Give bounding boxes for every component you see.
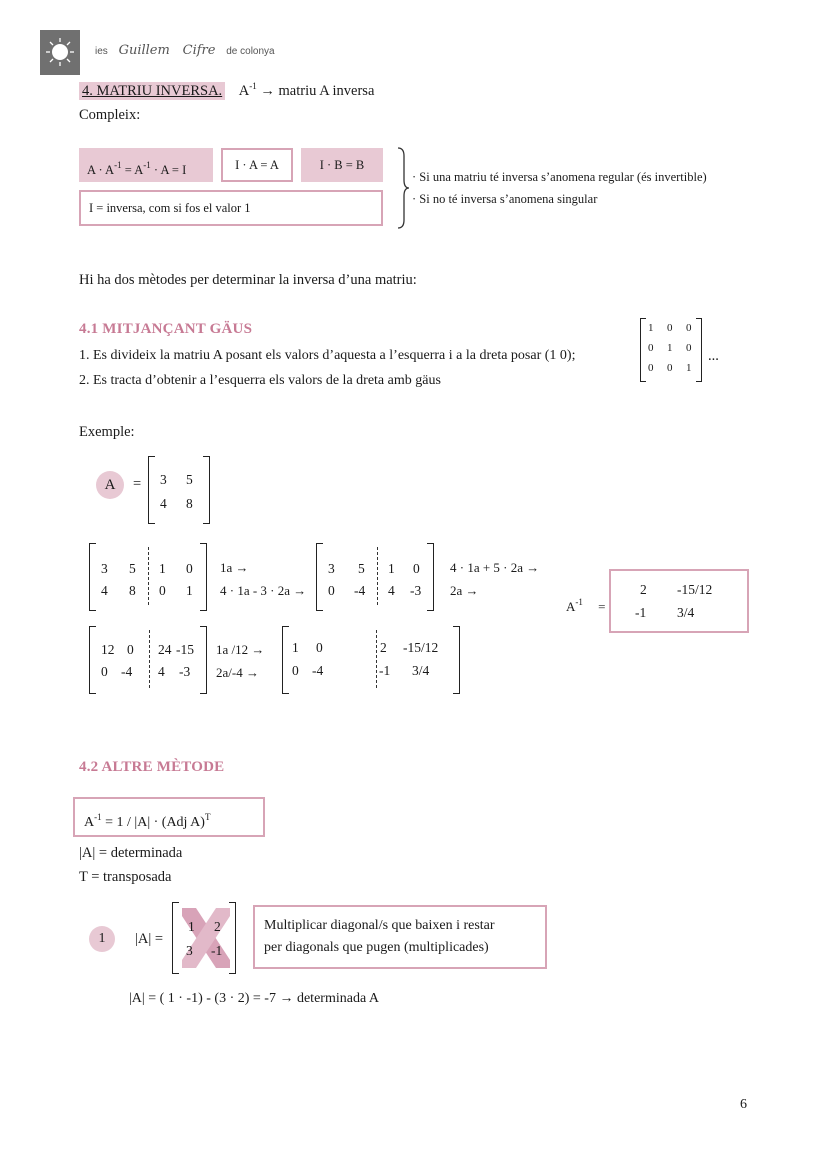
row-op-1b: 4 · 1a - 3 · 2a → <box>220 583 307 598</box>
gauss-step1: 1. Es divideix la matriu A posant els valors d’aquesta a l’esquerra i a la dreta posar (1 0); <box>79 348 576 363</box>
aug1-cell: 0 <box>159 583 166 598</box>
aug2-cell: 4 <box>388 583 395 598</box>
header-suffix: de colonya <box>226 46 275 57</box>
matrix-a-cell: 3 <box>160 472 167 487</box>
box1-part-b: = A <box>121 163 144 177</box>
aug1-cell: 5 <box>129 561 136 576</box>
aug3-cell: 24 <box>158 642 172 657</box>
augmented-matrix-3 <box>89 626 207 694</box>
header-name2: Cifre <box>182 43 216 58</box>
methods-intro: Hi ha dos mètodes per determinar la inversa d’una matriu: <box>79 272 417 288</box>
identity-cell: 0 <box>648 342 654 354</box>
school-header <box>95 43 275 58</box>
note-regular: · Si una matriu té inversa s’anomena regular (és invertible) <box>412 170 707 184</box>
inverse-sup: -1 <box>575 597 583 607</box>
transpose-definition: T = transposada <box>79 869 172 885</box>
aug3-cell: 0 <box>101 664 108 679</box>
det-hint-line1: Multiplicar diagonal/s que baixen i restar <box>264 918 495 933</box>
box1-part-c: · A = I <box>150 163 187 177</box>
sun-logo-icon <box>40 30 80 75</box>
aug3-cell: 12 <box>101 642 115 657</box>
formula-sup: -1 <box>94 812 102 822</box>
det-result: |A| = ( 1 · -1) - (3 · 2) = -7 → determinada A <box>129 991 379 1006</box>
aug3-cell: -4 <box>121 664 133 679</box>
identity-cell: 1 <box>667 342 673 354</box>
school-logo <box>40 30 80 75</box>
box1-sup-a: -1 <box>114 160 122 170</box>
header-name1: Guillem <box>118 43 170 58</box>
identity-cell: 1 <box>648 322 654 334</box>
box1-part-a: A · A <box>87 163 115 177</box>
formula-a: A <box>84 815 95 830</box>
aug4-cell: 0 <box>316 640 323 655</box>
inverse-cell: -1 <box>635 605 647 620</box>
aug2-cell: 0 <box>413 561 420 576</box>
aug1-cell: 8 <box>129 583 136 598</box>
inverse-cell: 2 <box>640 582 647 597</box>
aug2-cell: 3 <box>328 561 335 576</box>
box1-sup-b: -1 <box>143 160 151 170</box>
aug4-cell: -1 <box>379 663 391 678</box>
aug4-cell: 3/4 <box>412 663 430 678</box>
aug1-cell: 0 <box>186 561 193 576</box>
section4-desc: → matriu A inversa <box>260 83 375 99</box>
aug2-cell: -3 <box>410 583 422 598</box>
property-box-identity-b: I · B = B <box>301 148 383 182</box>
aug1-cell: 1 <box>186 583 193 598</box>
row-op-3b: 2a/-4 → <box>216 665 259 680</box>
matrix-a-label: A <box>96 471 124 499</box>
det-cell: 1 <box>188 919 195 934</box>
identity-cell: 0 <box>686 342 692 354</box>
aug4-cell: 0 <box>292 663 299 678</box>
row-op-3a: 1a /12 → <box>216 642 265 657</box>
aug4-cell: -4 <box>312 663 324 678</box>
aug1-cell: 4 <box>101 583 108 598</box>
aug2-cell: -4 <box>354 583 366 598</box>
aug3-cell: -15 <box>176 642 194 657</box>
section42-title: 4.2 ALTRE MÈTODE <box>79 759 225 775</box>
section4-title-line <box>79 81 374 100</box>
diagonal-highlight-icon <box>172 902 236 974</box>
augmented-matrix-4 <box>282 626 460 694</box>
formula-b: = 1 / |A| · (Adj A) <box>101 815 205 830</box>
aug3-cell: -3 <box>179 664 191 679</box>
note-singular: · Si no té inversa s’anomena singular <box>412 192 598 206</box>
identity-cell: 0 <box>686 322 692 334</box>
section41-title: 4.1 MITJANÇANT GÄUS <box>79 321 253 337</box>
inverse-formula-box <box>73 797 265 837</box>
aug1-cell: 3 <box>101 561 108 576</box>
curly-brace-icon <box>396 146 410 230</box>
aug4-cell: 2 <box>380 640 387 655</box>
compleix-label: Compleix: <box>79 107 141 123</box>
inverse-result-box <box>609 569 749 633</box>
section4-title: 4. MATRIU INVERSA. <box>79 82 225 100</box>
matrix-a-cell: 8 <box>186 496 193 511</box>
section4-sup: -1 <box>249 81 257 91</box>
inverse-eq: = <box>598 599 606 614</box>
det-hint-box <box>253 905 547 969</box>
header-prefix: ies <box>95 46 108 57</box>
augmented-matrix-1 <box>89 543 207 611</box>
inverse-cell: -15/12 <box>677 582 713 597</box>
matrix-a-cell: 5 <box>186 472 193 487</box>
row-op-1a: 1a → <box>220 560 249 575</box>
inverse-sym: A <box>566 599 576 614</box>
aug3-cell: 4 <box>158 664 165 679</box>
inverse-cell: 3/4 <box>677 605 695 620</box>
matrix-a-cell: 4 <box>160 496 167 511</box>
augmented-matrix-2 <box>316 543 434 611</box>
det-cell: 2 <box>214 919 221 934</box>
inverse-label <box>566 597 605 615</box>
identity-cell: 0 <box>648 362 654 374</box>
formula-t: T <box>204 812 211 822</box>
property-box-inverse <box>79 148 213 182</box>
equals-sign: = <box>133 476 142 492</box>
det-definition: |A| = determinada <box>79 845 183 861</box>
identity-cell: 0 <box>667 362 673 374</box>
matrix-a <box>148 456 210 524</box>
aug1-cell: 1 <box>159 561 166 576</box>
det-cell: -1 <box>211 943 223 958</box>
page-number: 6 <box>740 1097 747 1112</box>
example-label: Exemple: <box>79 424 135 440</box>
property-box-definition: I = inversa, com si fos el valor 1 <box>79 190 383 226</box>
aug4-cell: -15/12 <box>403 640 439 655</box>
det-label: |A| = <box>135 931 164 947</box>
identity-cell: 0 <box>667 322 673 334</box>
aug4-cell: 1 <box>292 640 299 655</box>
aug2-cell: 5 <box>358 561 365 576</box>
step-number-badge: 1 <box>89 926 115 952</box>
identity-cell: 1 <box>686 362 692 374</box>
section4-sym: A <box>238 83 250 99</box>
row-op-2b: 2a → <box>450 583 479 598</box>
det-matrix <box>172 902 236 974</box>
aug3-cell: 0 <box>127 642 134 657</box>
row-op-2a: 4 · 1a + 5 · 2a → <box>450 560 540 575</box>
gauss-step2: 2. Es tracta d’obtenir a l’esquerra els valors de la dreta amb gäus <box>79 373 441 388</box>
det-hint-line2: per diagonals que pugen (multiplicades) <box>264 940 489 955</box>
det-cell: 3 <box>186 943 193 958</box>
identity-matrix <box>640 318 702 382</box>
aug2-cell: 1 <box>388 561 395 576</box>
property-box-identity-a: I · A = A <box>221 148 293 182</box>
aug2-cell: 0 <box>328 583 335 598</box>
identity-ellipsis: ... <box>708 348 719 364</box>
